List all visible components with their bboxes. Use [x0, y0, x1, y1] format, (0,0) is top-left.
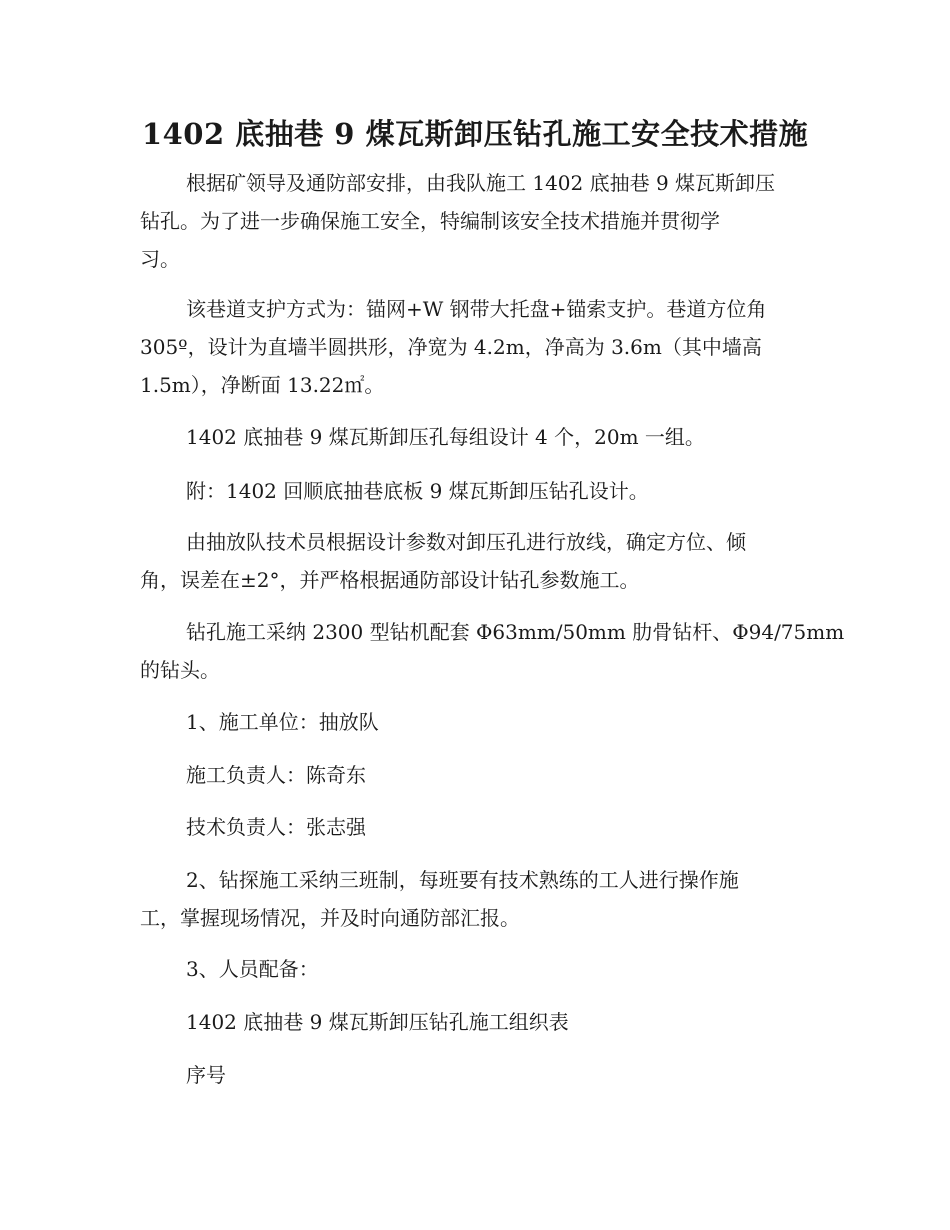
paragraph-line: 序号 [186, 1063, 226, 1087]
paragraph-support-method [140, 290, 812, 404]
paragraph-technical-lead [140, 808, 812, 846]
paragraph-line: 1、施工单位：抽放队 [186, 710, 379, 734]
paragraph-line: 根据矿领导及通防部安排，由我队施工 1402 底抽巷 9 煤瓦斯卸压 [186, 171, 776, 195]
paragraph-line: 钻孔。为了进一步确保施工安全，特编制该安全技术措施并贯彻学 [140, 209, 720, 233]
paragraph-line: 钻孔施工采纳 2300 型钻机配套 Φ63mm/50mm 肋骨钻杆、Φ94/75mm [186, 620, 845, 644]
paragraph-line: 2、钻探施工采纳三班制，每班要有技术熟练的工人进行操作施 [186, 868, 739, 892]
paragraph-line: 1402 底抽巷 9 煤瓦斯卸压孔每组设计 4 个，20m 一组。 [186, 425, 705, 449]
document-title: 1402 底抽巷 9 煤瓦斯卸压钻孔施工安全技术措施 [141, 117, 809, 151]
paragraph-construction-unit [140, 703, 812, 741]
paragraph-construction-lead [140, 756, 812, 794]
paragraph-hole-design [140, 418, 812, 456]
paragraph-line: 工，掌握现场情况，并及时向通防部汇报。 [140, 906, 520, 930]
paragraph-line: 1.5m），净断面 13.22㎡。 [140, 373, 385, 397]
paragraph-layout [140, 523, 812, 599]
paragraph-line: 3、人员配备： [186, 957, 319, 981]
paragraph-intro [140, 164, 812, 278]
paragraph-equipment [140, 613, 845, 689]
paragraph-line: 习。 [140, 247, 180, 271]
paragraph-table-caption [140, 1003, 812, 1041]
paragraph-line: 该巷道支护方式为：锚网+W 钢带大托盘+锚索支护。巷道方位角 [186, 297, 767, 321]
paragraph-shift-system [140, 861, 812, 937]
paragraph-table-header [140, 1056, 812, 1094]
paragraph-staffing [140, 950, 812, 988]
paragraph-line: 的钻头。 [140, 658, 220, 682]
paragraph-line: 技术负责人：张志强 [186, 815, 366, 839]
paragraph-line: 1402 底抽巷 9 煤瓦斯卸压钻孔施工组织表 [186, 1010, 569, 1034]
paragraph-line: 施工负责人：陈奇东 [186, 763, 366, 787]
paragraph-line: 305º，设计为直墙半圆拱形，净宽为 4.2m，净高为 3.6m（其中墙高 [140, 335, 762, 359]
paragraph-line: 角，误差在±2°，并严格根据通防部设计钻孔参数施工。 [140, 568, 640, 592]
paragraph-line: 附：1402 回顺底抽巷底板 9 煤瓦斯卸压钻孔设计。 [186, 479, 649, 503]
paragraph-attachment [140, 472, 812, 510]
paragraph-line: 由抽放队技术员根据设计参数对卸压孔进行放线，确定方位、倾 [186, 530, 746, 554]
